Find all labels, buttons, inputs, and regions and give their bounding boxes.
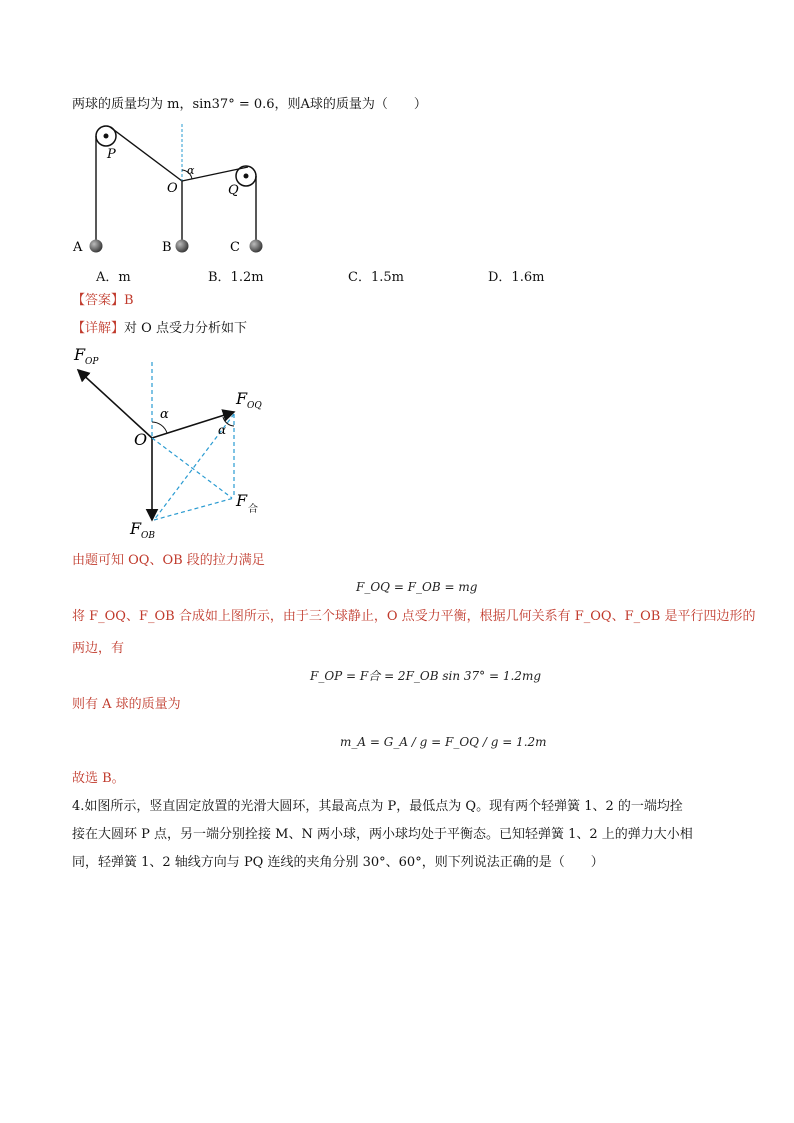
label-o: O [167, 181, 178, 196]
label-f-oq-sub: OQ [247, 401, 262, 411]
detail-intro [72, 320, 247, 338]
option-a[interactable]: A．m [96, 270, 131, 285]
option-c[interactable]: C．1.5m [348, 270, 404, 285]
pulley-figure [70, 118, 270, 260]
ball-c [250, 240, 263, 253]
force-diagram [70, 342, 280, 542]
label-alpha-2: α [218, 423, 227, 437]
q4-line-1: 4.如图所示，竖直固定放置的光滑大圆环，其最高点为 P，最低点为 Q。现有两个轻弹簧 1、2 的一端均拴 [72, 799, 683, 814]
label-f-ob: F [130, 519, 142, 538]
label-b: B [162, 240, 172, 255]
solution-line-1: 由题可知 OQ、OB 段的拉力满足 [72, 553, 265, 568]
question-stem: 两球的质量均为 m，sin37° = 0.6，则A球的质量为（ ） [72, 97, 427, 112]
label-a: A [73, 240, 83, 255]
equation-3: m_A = G_A / g = F_OQ / g = 1.2m [340, 735, 547, 749]
equation-2: F_OP = F合 = 2F_OB sin 37° = 1.2mg [310, 669, 542, 683]
answer-value: B [124, 293, 134, 308]
label-f-oq: F [236, 389, 248, 408]
label-alpha-1: α [160, 407, 169, 422]
label-alpha: α [187, 164, 195, 177]
ball-a [90, 240, 103, 253]
label-f-ob-sub: OB [141, 531, 155, 541]
solution-line-5: 故选 B。 [72, 771, 125, 786]
label-f-op-sub: OP [85, 357, 99, 367]
answer-line [72, 292, 134, 310]
solution-line-4: 则有 A 球的质量为 [72, 697, 181, 712]
label-c: C [230, 240, 240, 255]
label-f-he-sub: 合 [248, 504, 258, 515]
option-d[interactable]: D．1.6m [488, 270, 545, 285]
answer-tag: 【答案】 [72, 293, 125, 308]
solution-line-3: 两边，有 [72, 641, 125, 656]
label-f-op: F [74, 345, 86, 364]
q4-line-3: 同，轻弹簧 1、2 轴线方向与 PQ 连线的夹角分别 30°、60°，则下列说法正确的是（ ） [72, 855, 604, 870]
detail-intro-text: 对 O 点受力分析如下 [124, 321, 247, 336]
q4-line-2: 接在大圆环 P 点，另一端分别拴接 M、N 两小球，两小球均处于平衡态。已知轻弹簧 1、2 上的弹力大小相 [72, 827, 693, 842]
label-q: Q [228, 183, 239, 198]
option-b[interactable]: B．1.2m [208, 270, 264, 285]
equation-1: F_OQ = F_OB = mg [356, 580, 478, 594]
ball-b [176, 240, 189, 253]
label-p: P [107, 147, 116, 162]
solution-line-2: 将 F_OQ、F_OB 合成如上图所示，由于三个球静止，O 点受力平衡，根据几何关系有 F_OQ、F_OB 是平行四边形的 [72, 609, 756, 624]
detail-tag: 【详解】 [72, 321, 125, 336]
label-f-he: F [236, 491, 248, 510]
label-o: O [134, 430, 148, 449]
